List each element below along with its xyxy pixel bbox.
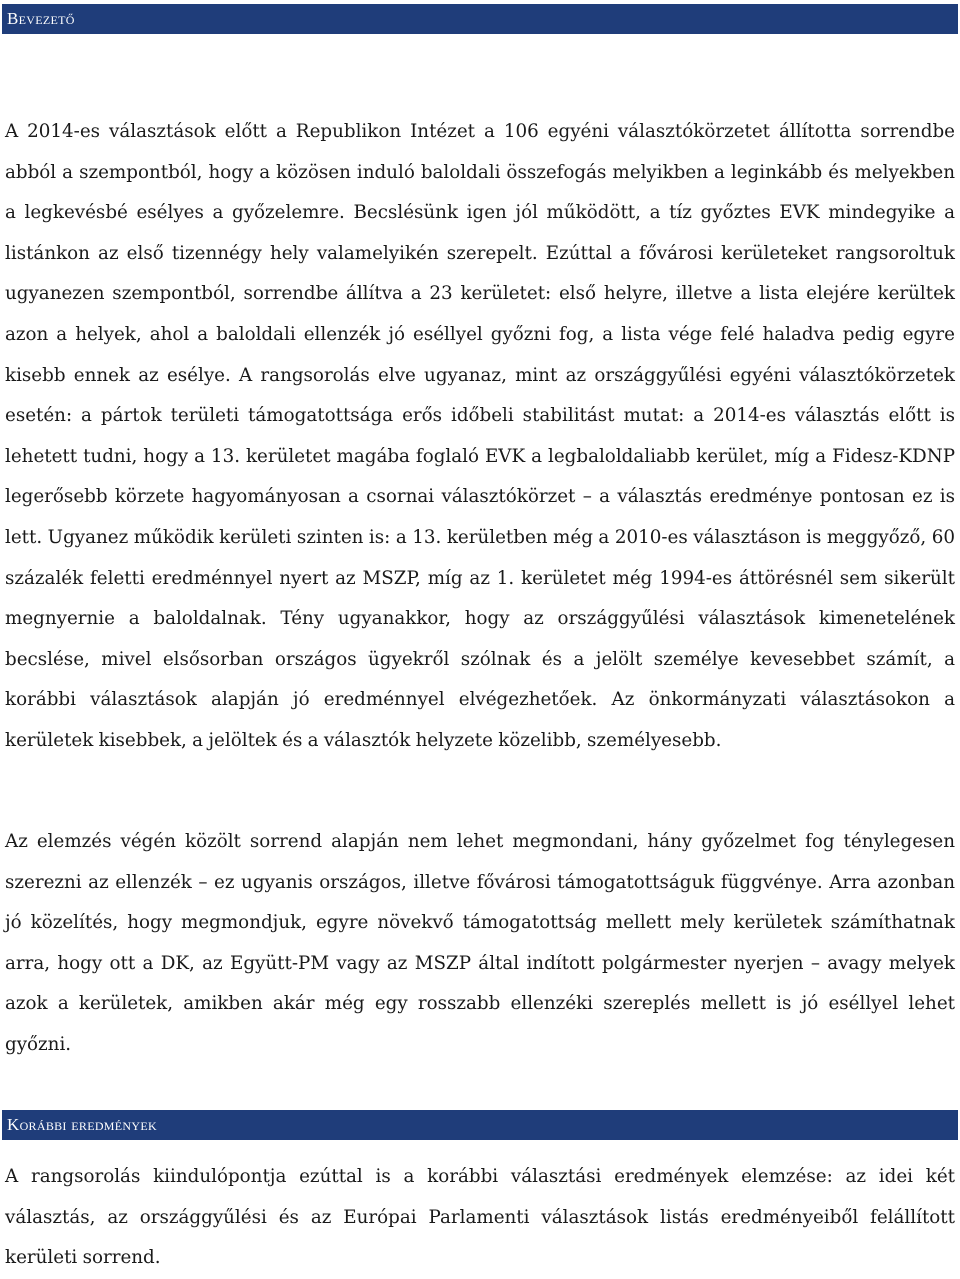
intro-paragraph-2: Az elemzés végén közölt sorrend alapján nem lehet megmondani, hány győzelmet fog ténylegesen szerezni az ellenzék – ez ugyanis országos, illetve fővárosi támogatottságuk függvénye. Arra azonban jó közelítés, hogy megmondjuk, egyre növekvő támogatottság mellett mely kerületek számíthatnak arra, hogy ott a DK, az Együtt-PM vagy az MSZP által indított polgármester nyerjen – avagy melyek azok a kerületek, amikben akár még egy rosszabb ellenzéki szereplés mellett is jó eséllyel lehet győzni. [5, 831, 955, 1055]
intro-paragraph-1: A 2014-es választások előtt a Republikon Intézet a 106 egyéni választókörzetet állította sorrendbe abból a szempontból, hogy a közösen induló baloldali összefogás melyikben a leginkább és melyekben a legkevésbé esélyes a győzelemre. Becslésünk igen jól működött, a tíz győztes EVK mindegyike a listánkon az első tizennégy hely valamelyikén szerepelt. Ezúttal a fővárosi kerületeket rangsoroltuk ugyanezen szempontból, sorrendbe állítva a 23 kerületet: első helyre, illetve a lista elejére kerültek azon a helyek, ahol a baloldali ellenzék jó eséllyel győzni fog, a lista vége felé haladva pedig egyre kisebb ennek az esélye. A rangsorolás elve ugyanaz, mint az országgyűlési egyéni választókörzetek esetén: a pártok területi támogatottsága erős időbeli stabilitást mutat: a 2014-es választás előtt is lehetett tudni, hogy a 13. kerületet magába foglaló EVK a legbaloldaliabb kerület, míg a Fidesz-KDNP legerősebb körzete hagyományosan a csornai választókörzet – a választás eredménye pontosan ez is lett. Ugyanez működik kerületi szinten is: a 13. kerületben még a 2010-es választáson is meggyőző, 60 százalék feletti eredménnyel nyert az MSZP, míg az 1. kerületet még 1994-es áttörésnél sem sikerült megnyernie a baloldalnak. Tény ugyanakkor, hogy az országgyűlési választások kimenetelének becslése, mivel elsősorban országos ügyekről szólnak és a jelölt személye kevesebbet számít, a korábbi választások alapján jó eredménnyel elvégezhetőek. Az önkormányzati választásokon a kerületek kisebbek, a jelöltek és a választók helyzete közelibb, személyesebb. [5, 121, 955, 751]
section-heading-bevezeto: Bevezető [2, 4, 958, 34]
results-paragraph-1: A rangsorolás kiindulópontja ezúttal is a korábbi választási eredmények elemzése: az idei két választás, az országgyűlési és az Európai Parlamenti választások listás eredményeiből felállított kerületi sorrend. [5, 1166, 955, 1269]
section-heading-korabbi-eredmenyek: Korábbi eredmények [2, 1110, 958, 1140]
